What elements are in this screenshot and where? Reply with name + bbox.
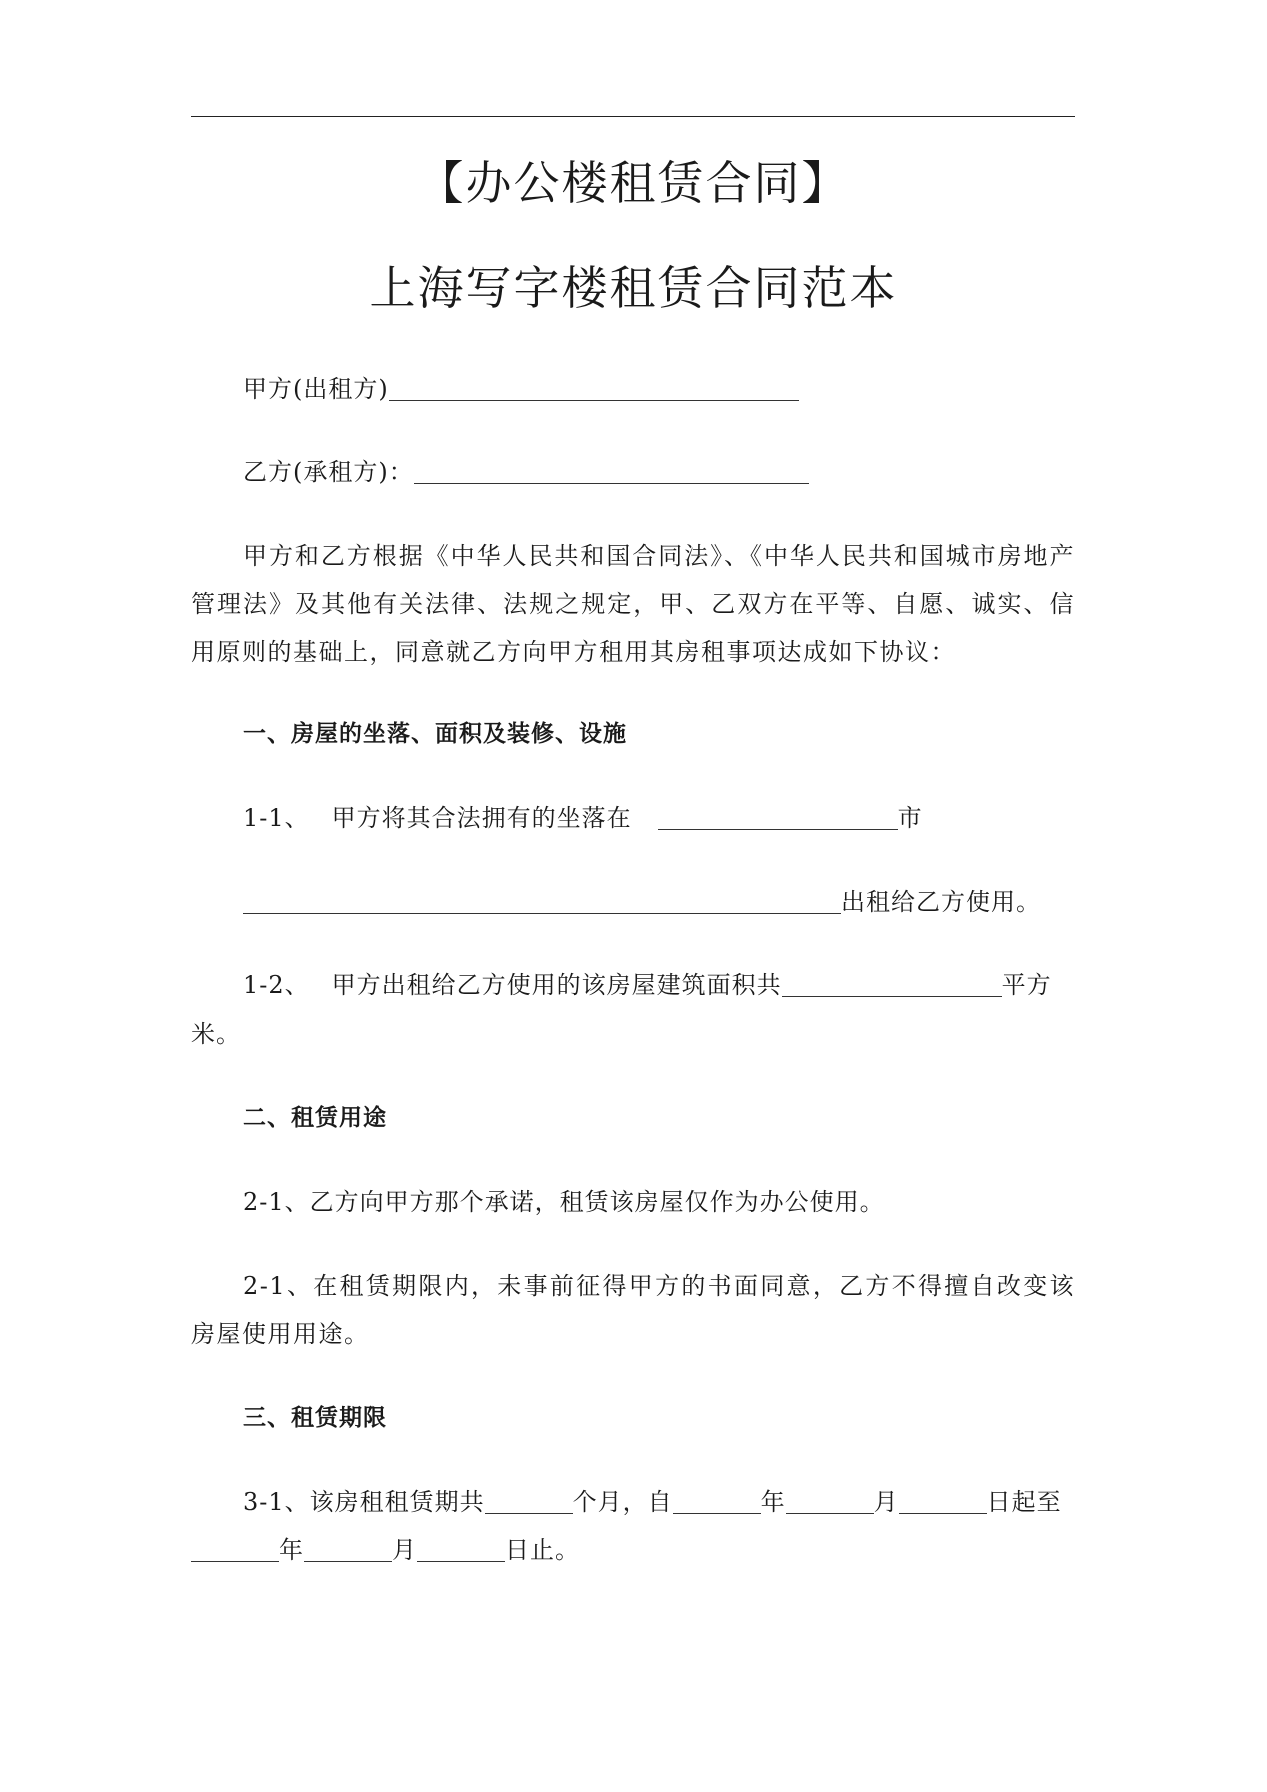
item-3-1 — [243, 1490, 1062, 1514]
document-title: 【办公楼租赁合同】 — [417, 156, 850, 210]
start-day-label: 日起至 — [986, 1488, 1062, 1516]
party-a-blank — [389, 378, 799, 401]
item-1-1-address-blank — [243, 891, 841, 914]
party-b-line — [243, 460, 809, 484]
item-1-1-label: 1-1、 — [243, 804, 310, 832]
months-label: 个月，自 — [572, 1488, 673, 1516]
end-month-label: 月 — [392, 1536, 417, 1564]
item-2-2: 2-1、在租赁期限内，未事前征得甲方的书面同意，乙方不得擅自改变该房屋使用用途。 — [191, 1272, 1075, 1348]
section-1-heading: 一、房屋的坐落、面积及装修、设施 — [243, 721, 627, 747]
start-day-blank — [899, 1491, 987, 1514]
item-1-2-unit: 平方 — [1001, 971, 1052, 999]
end-year-blank — [191, 1539, 279, 1562]
item-2-1: 2-1、乙方向甲方那个承诺，租赁该房屋仅作为办公使用。 — [243, 1188, 885, 1216]
start-month-label: 月 — [873, 1488, 899, 1516]
end-day-label: 日止。 — [505, 1536, 580, 1564]
item-1-2-unit-cont: 米。 — [191, 1020, 241, 1048]
item-1-1-city-blank — [658, 807, 898, 830]
end-day-blank — [417, 1539, 505, 1562]
start-year-label: 年 — [760, 1488, 786, 1516]
section-2-heading: 二、租赁用途 — [243, 1105, 387, 1131]
item-1-1-city: 市 — [897, 804, 923, 832]
item-1-2-area-blank — [782, 974, 1002, 997]
preamble-paragraph: 甲方和乙方根据《中华人民共和国合同法》、《中华人民共和国城市房地产管理法》及其他有关法律、法规之规定，甲、乙双方在平等、自愿、诚实、信用原则的基础上，同意就乙方向甲方租用其房租事项达成如下协议： — [191, 542, 1075, 666]
party-b-label: 乙方(承租方)： — [243, 458, 414, 486]
section-3-heading: 三、租赁期限 — [243, 1405, 387, 1431]
item-1-2-label: 1-2、 — [243, 971, 310, 999]
party-a-line — [243, 377, 799, 401]
start-year-blank — [673, 1491, 761, 1514]
item-3-1-cont — [191, 1538, 580, 1562]
months-blank — [485, 1491, 573, 1514]
item-3-1-prefix: 3-1、该房租租赁期共 — [243, 1488, 485, 1516]
item-1-1-cont — [243, 890, 1041, 914]
end-year-label: 年 — [279, 1536, 304, 1564]
item-1-2 — [243, 973, 1052, 997]
party-a-label: 甲方(出租方) — [243, 375, 389, 403]
document-subtitle: 上海写字楼租赁合同范本 — [369, 261, 898, 315]
item-1-1-end: 出租给乙方使用。 — [841, 888, 1041, 916]
party-b-blank — [414, 461, 809, 484]
end-month-blank — [304, 1539, 392, 1562]
item-1-2-text: 甲方出租给乙方使用的该房屋建筑面积共 — [331, 971, 782, 999]
header-rule — [191, 116, 1075, 117]
start-month-blank — [786, 1491, 874, 1514]
item-1-1 — [243, 806, 923, 830]
item-1-1-text: 甲方将其合法拥有的坐落在 — [331, 804, 632, 832]
